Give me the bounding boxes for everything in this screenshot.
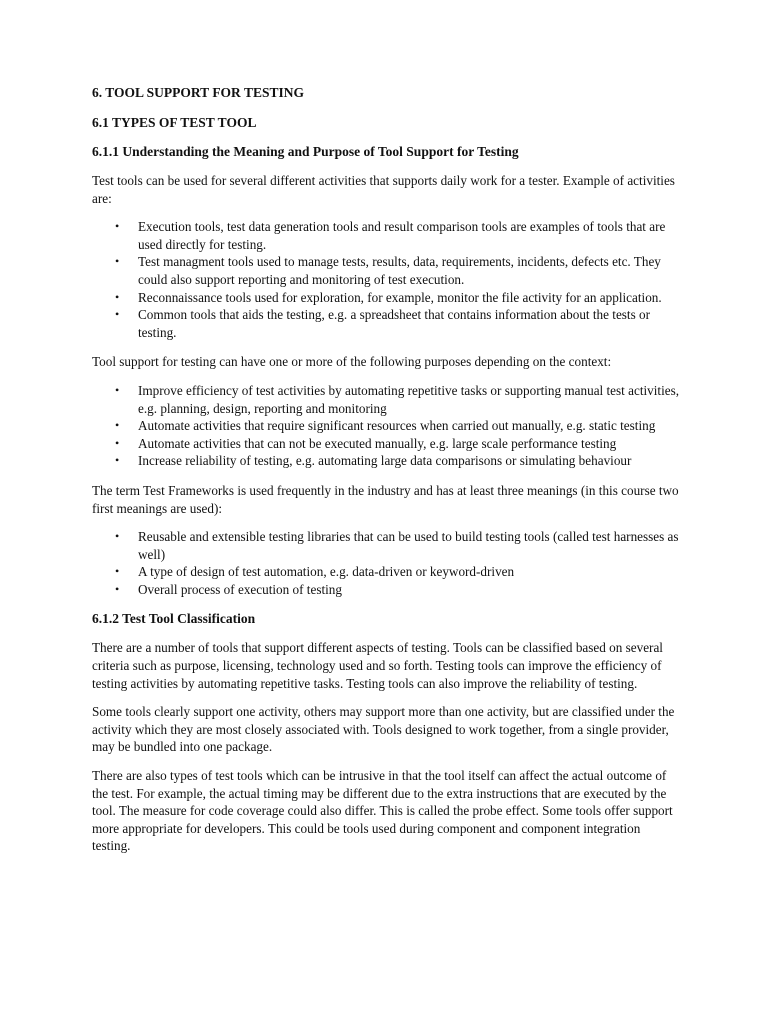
bullet-icon: • <box>115 307 120 322</box>
list-item: • Reusable and extensible testing libraries that can be used to build testing tools (called test harnesses as well) <box>115 529 679 562</box>
bullet-icon: • <box>115 254 120 269</box>
subsection-heading-purpose: 6.1.1 Understanding the Meaning and Purpose of Tool Support for Testing <box>92 144 519 159</box>
list-item: • Increase reliability of testing, e.g. automating large data comparisons or simulating behaviour <box>115 453 632 469</box>
list-item: • Test managment tools used to manage tests, results, data, requirements, incidents, defects etc. They could also support reporting and monitoring of test execution. <box>115 254 661 287</box>
purpose-list <box>92 382 682 470</box>
document-page <box>92 84 682 866</box>
paragraph-probe-effect: There are also types of test tools which can be intrusive in that the tool itself can affect the actual outcome of the test. For example, the actual timing may be different due to the extra instructions that are executed by the tool. The measure for code coverage could also differ. This is called the probe effect. Some tools offer support more appropriate for developers. This could be tools used during component and component integration testing. <box>92 768 673 854</box>
bullet-icon: • <box>115 289 120 304</box>
bullet-icon: • <box>115 581 120 596</box>
bullet-icon: • <box>115 529 120 544</box>
list-item: • Execution tools, test data generation tools and result comparison tools are examples of tools that are used directly for testing. <box>115 219 666 252</box>
bullet-icon: • <box>115 219 120 234</box>
list-item: • Overall process of execution of testing <box>115 581 342 597</box>
chapter-heading: 6. TOOL SUPPORT FOR TESTING <box>92 85 304 100</box>
paragraph-activities: Some tools clearly support one activity, others may support more than one activity, but are classified under the activity which they are most closely associated with. Tools designed to work together, from a single provider, may be bundled into one package. <box>92 704 675 755</box>
list-item: • A type of design of test automation, e.g. data-driven or keyword-driven <box>115 564 515 580</box>
list-item: • Automate activities that can not be executed manually, e.g. large scale performance testing <box>115 435 617 451</box>
bullet-icon: • <box>115 418 120 433</box>
list-item: • Improve efficiency of test activities by automating repetitive tasks or supporting manual test activities, e.g. planning, design, reporting and monitoring <box>115 382 680 416</box>
bullet-icon: • <box>115 382 120 397</box>
list-item: • Common tools that aids the testing, e.g. a spreadsheet that contains information about the tests or testing. <box>115 307 651 340</box>
activity-list <box>92 218 682 341</box>
bullet-icon: • <box>115 564 120 579</box>
list-item: • Reconnaissance tools used for exploration, for example, monitor the file activity for an application. <box>115 289 662 305</box>
paragraph-classification: There are a number of tools that support different aspects of testing. Tools can be classified based on several criteria such as purpose, licensing, technology used and so forth. Testing tools can improve the efficiency of testing activities by automating repetitive tasks. Testing tools can also improve the reliability of testing. <box>92 640 663 691</box>
section-heading: 6.1 TYPES OF TEST TOOL <box>92 115 257 130</box>
bullet-icon: • <box>115 453 120 468</box>
bullet-icon: • <box>115 435 120 450</box>
framework-list <box>92 528 682 598</box>
subsection-heading-classification: 6.1.2 Test Tool Classification <box>92 611 256 627</box>
paragraph-intro: Test tools can be used for several different activities that supports daily work for a tester. Example of activities are: <box>92 173 675 206</box>
list-item: • Automate activities that require significant resources when carried out manually, e.g. static testing <box>115 418 656 434</box>
paragraph-frameworks: The term Test Frameworks is used frequently in the industry and has at least three meanings (in this course two first meanings are used): <box>92 482 679 516</box>
paragraph-purposes: Tool support for testing can have one or more of the following purposes depending on the context: <box>92 354 612 370</box>
